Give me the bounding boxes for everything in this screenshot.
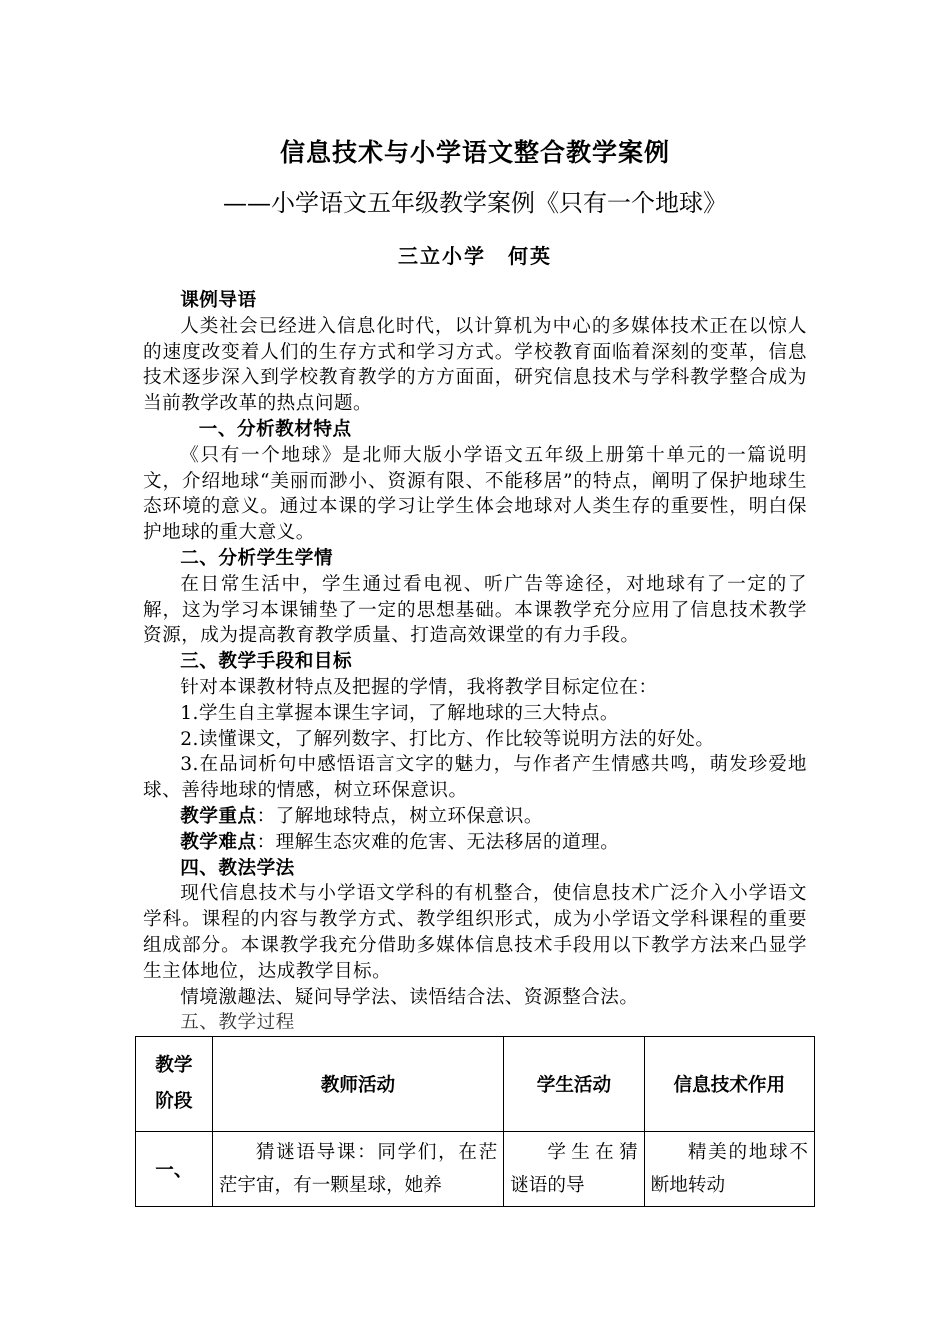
teaching-process-table	[135, 1036, 815, 1207]
header-stage: 教学 阶段	[136, 1037, 213, 1132]
goal-3: 3.在品词析句中感悟语言文字的魅力，与作者产生情感共鸣，萌发珍爱地球、善待地球的情感，树立环保意识。	[143, 754, 807, 802]
key-point-label: 教学重点	[180, 805, 257, 827]
section-4-paragraph: 现代信息技术与小学语文学科的有机整合，使信息技术广泛介入小学语文学科。课程的内容与教学方式、教学组织形式，成为小学语文学科课程的重要组成部分。本课教学我充分借助多媒体信息技术手段用以下教学方法来凸显学生主体地位，达成教学目标。	[143, 883, 807, 982]
section-4-methods: 情境激趣法、疑问导学法、读悟结合法、资源整合法。	[180, 986, 639, 1008]
key-point-text: ：了解地球特点，树立环保意识。	[256, 805, 543, 827]
table-row	[136, 1132, 815, 1207]
document-body	[143, 288, 807, 1036]
teacher-cell: 猜谜语导课：同学们，在茫茫宇宙，有一颗星球，她养	[212, 1132, 503, 1207]
goal-2: 2.读懂课文，了解列数字、打比方、作比较等说明方法的好处。	[180, 728, 715, 750]
document-author: 三立小学 何英	[398, 244, 552, 268]
section-1-heading: 一、分析教材特点	[198, 418, 352, 440]
difficulty-label: 教学难点	[180, 831, 257, 853]
section-3-heading: 三、教学手段和目标	[180, 651, 353, 673]
tech-cell: 精美的地球不断地转动	[644, 1132, 814, 1207]
stage-cell: 一、	[136, 1132, 213, 1207]
document-title: 信息技术与小学语文整合教学案例	[279, 138, 670, 167]
header-tech: 信息技术作用	[644, 1037, 814, 1132]
intro-paragraph: 人类社会已经进入信息化时代，以计算机为中心的多媒体技术正在以惊人的速度改变着人们的生存方式和学习方式。学校教育面临着深刻的变革，信息技术逐步深入到学校教育教学的方方面面，研究信息技术与学科教学整合成为当前教学改革的热点问题。	[143, 315, 807, 415]
section-2-heading: 二、分析学生学情	[180, 547, 333, 569]
teaching-key-point	[143, 804, 807, 830]
section-3-intro: 针对本课教材特点及把握的学情，我将教学目标定位在：	[180, 676, 658, 698]
header-student: 学生活动	[504, 1037, 645, 1132]
teaching-difficulty	[143, 830, 807, 856]
table-header-row	[136, 1037, 815, 1132]
goal-1: 1.学生自主掌握本课生字词，了解地球的三大特点。	[180, 702, 619, 724]
difficulty-text: ：理解生态灾难的危害、无法移居的道理。	[256, 831, 620, 853]
header-teacher: 教师活动	[212, 1037, 503, 1132]
document-subtitle: ——小学语文五年级教学案例《只有一个地球》	[223, 189, 727, 217]
intro-heading: 课例导语	[180, 290, 257, 311]
section-1-paragraph: 《只有一个地球》是北师大版小学语文五年级上册第十单元的一篇说明文，介绍地球“美丽而渺小、资源有限、不能移居”的特点，阐明了保护地球生态环境的意义。通过本课的学习让学生体会地球对人类生存的重要性，明白保护地球的重大意义。	[143, 444, 807, 544]
section-2-paragraph: 在日常生活中，学生通过看电视、听广告等途径，对地球有了一定的了解，这为学习本课铺垫了一定的思想基础。本课教学充分应用了信息技术教学资源，成为提高教育教学质量、打造高效课堂的有力手段。	[143, 573, 807, 647]
student-cell: 学生在猜谜语的导	[504, 1132, 645, 1207]
section-5-heading: 五、教学过程	[180, 1012, 295, 1034]
section-4-heading: 四、教法学法	[180, 857, 295, 879]
